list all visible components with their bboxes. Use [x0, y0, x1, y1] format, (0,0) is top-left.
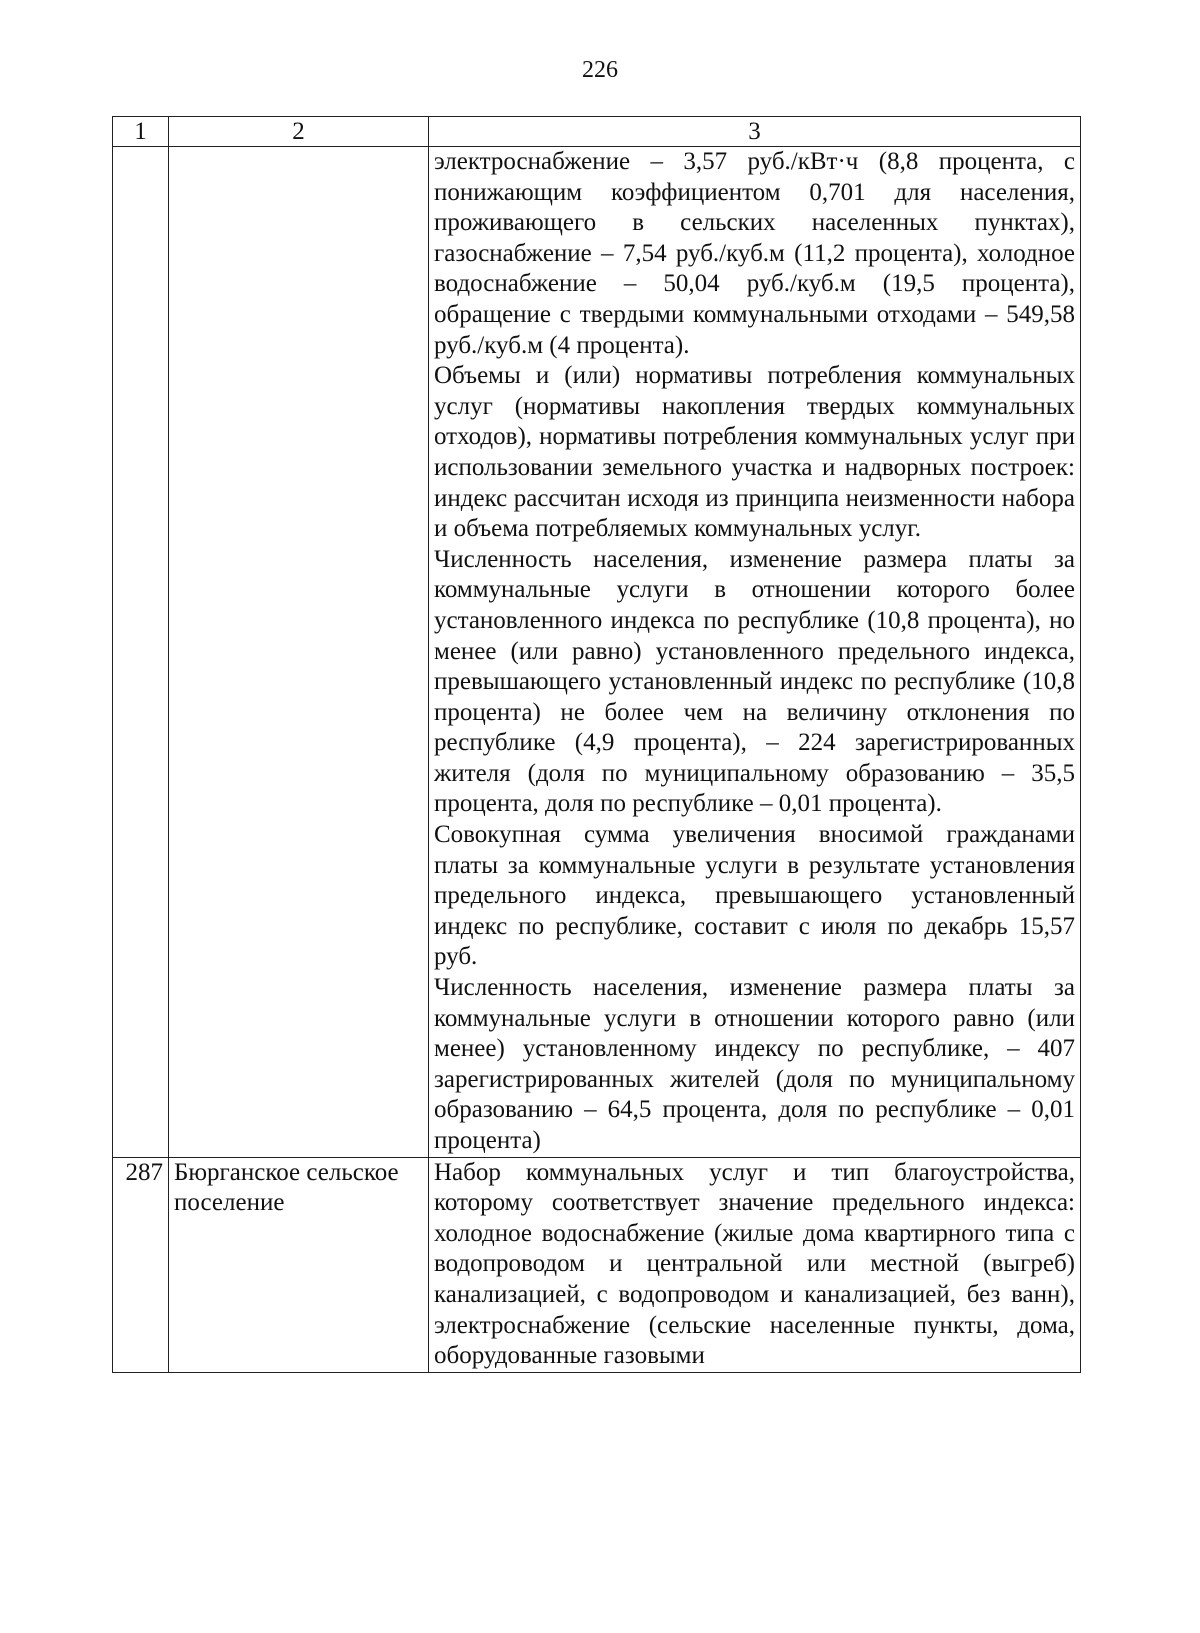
tariff-table — [112, 116, 1081, 1373]
page-number: 226 — [582, 57, 618, 83]
table-row — [113, 1157, 1081, 1372]
table-header-row — [113, 117, 1081, 147]
paragraph-total-increase: Совокупная сумма увеличения вносимой гражданами платы за коммунальные услуги в результате установления предельного индекса, превышающего установленный индекс по республике, составит с июля по декабрь 15,57 руб. — [434, 821, 1075, 971]
header-col-1: 1 — [113, 117, 169, 147]
description-cell — [429, 147, 1081, 1158]
header-col-2: 2 — [169, 117, 429, 147]
row-number — [113, 147, 169, 1158]
paragraph-population-within-index: Численность населения, изменение размера платы за коммунальные услуги в отношении которого равно (или менее) установленному индексу по республике, – 407 зарегистрированных жителей (доля по муниципальному образованию – 64,5 процента, доля по республике – 0,01 процента) — [434, 974, 1075, 1154]
paragraph-tariffs: электроснабжение – 3,57 руб./кВт·ч (8,8 процента, с понижающим коэффициентом 0,701 для населения, проживающего в сельских населенных пунктах), газоснабжение – 7,54 руб./куб.м (11,2 процента), холодное водоснабжение – 50,04 руб./куб.м (19,5 процента), обращение с твердыми коммунальными отходами – 549,58 руб./куб.м (4 процента). — [434, 148, 1075, 359]
row-number: 287 — [113, 1157, 169, 1372]
header-col-3: 3 — [429, 117, 1081, 147]
table-row — [113, 147, 1081, 1158]
settlement-name — [169, 147, 429, 1158]
description-cell — [429, 1157, 1081, 1372]
paragraph-service-set: Набор коммунальных услуг и тип благоустройства, которому соответствует значение предельного индекса: холодное водоснабжение (жилые дома квартирного типа с водопроводом и центральной или местной (выгреб) канализацией, с водопроводом и канализацией, без ванн), электроснабжение (сельские населенные пункты, дома, оборудованные газовыми — [434, 1158, 1075, 1370]
settlement-name: Бюрганское сельское поселение — [169, 1157, 429, 1372]
paragraph-consumption-norms: Объемы и (или) нормативы потребления коммунальных услуг (нормативы накопления твердых коммунальных отходов), нормативы потребления коммунальных услуг при использовании земельного участка и надворных построек: индекс рассчитан исходя из принципа неизменности набора и объема потребляемых коммунальных услуг. — [434, 362, 1075, 543]
paragraph-population-above-index: Численность населения, изменение размера платы за коммунальные услуги в отношении которого более установленного индекса по республике (10,8 процента), но менее (или равно) установленного предельного индекса, превышающего установленный индекс по республике (10,8 процента) не более чем на величину отклонения по республике (4,9 процента), – 224 зарегистрированных жителя (доля по муниципальному образованию – 35,5 процента, доля по республике – 0,01 процента). — [434, 545, 1075, 818]
